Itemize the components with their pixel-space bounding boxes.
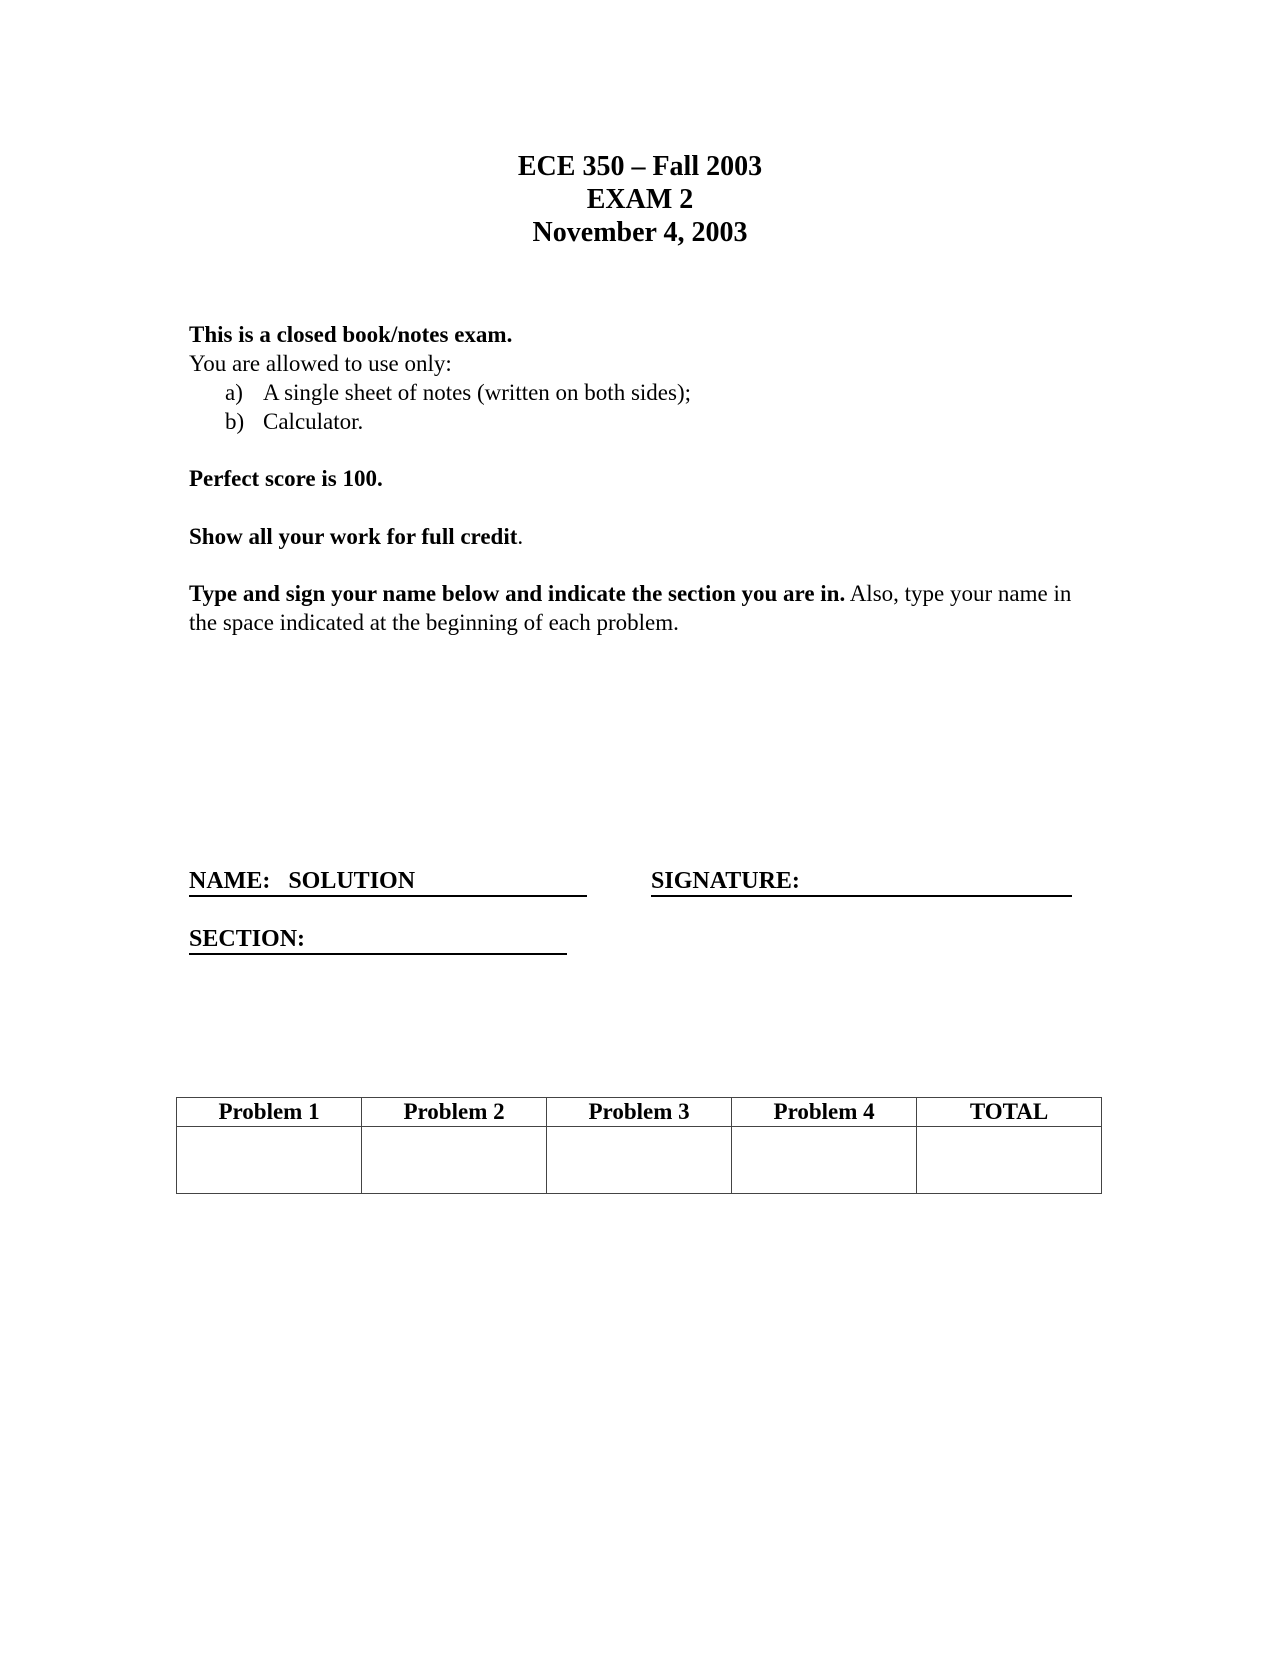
type-sign-bold: Type and sign your name below and indicate the section you are in.: [189, 581, 846, 606]
list-item-text: Calculator.: [263, 409, 364, 434]
header-problem-1: Problem 1: [177, 1098, 362, 1127]
score-cell-problem-3[interactable]: [547, 1127, 732, 1194]
list-marker: b): [225, 409, 245, 434]
section-field[interactable]: [189, 926, 567, 955]
show-work-end: .: [517, 524, 524, 549]
list-marker: a): [225, 380, 243, 405]
name-field[interactable]: [189, 868, 587, 897]
signature-label: SIGNATURE:: [651, 868, 800, 894]
header-problem-4: Problem 4: [732, 1098, 917, 1127]
header-problem-3: Problem 3: [547, 1098, 732, 1127]
header-total: TOTAL: [917, 1098, 1102, 1127]
show-work-note: [189, 522, 1089, 551]
signature-field-line[interactable]: [651, 868, 1072, 897]
type-sign-instructions: [189, 579, 1089, 637]
allowed-items-list: [189, 378, 1089, 436]
score-cell-problem-2[interactable]: [362, 1127, 547, 1194]
section-field-line[interactable]: [189, 926, 567, 955]
name-label: NAME:: [189, 868, 271, 894]
closed-book-note: This is a closed book/notes exam.: [189, 322, 513, 347]
signature-field[interactable]: [651, 868, 1072, 897]
score-cell-problem-1[interactable]: [177, 1127, 362, 1194]
exam-header: [0, 150, 1280, 249]
score-table: [176, 1097, 1102, 1194]
type-sign-rest: Also, type your name in the space indicated at the beginning of each problem.: [189, 581, 1072, 635]
score-cell-problem-4[interactable]: [732, 1127, 917, 1194]
list-item: [189, 378, 1089, 407]
section-label: SECTION:: [189, 926, 306, 952]
exam-title: EXAM 2: [586, 184, 694, 215]
course-title: ECE 350 – Fall 2003: [517, 151, 763, 182]
perfect-score-note: Perfect score is 100.: [189, 466, 383, 491]
name-value: SOLUTION: [288, 868, 416, 894]
list-item: [189, 407, 1089, 436]
score-table-row: [177, 1127, 1102, 1194]
allowed-intro: You are allowed to use only:: [189, 351, 452, 376]
instructions-block: [189, 320, 1089, 436]
score-table-header-row: [177, 1098, 1102, 1127]
exam-date: November 4, 2003: [532, 217, 748, 248]
score-cell-total[interactable]: [917, 1127, 1102, 1194]
list-item-text: A single sheet of notes (written on both sides);: [263, 380, 691, 405]
header-problem-2: Problem 2: [362, 1098, 547, 1127]
name-field-line[interactable]: [189, 868, 587, 897]
show-work-bold: Show all your work for full credit: [189, 524, 518, 549]
